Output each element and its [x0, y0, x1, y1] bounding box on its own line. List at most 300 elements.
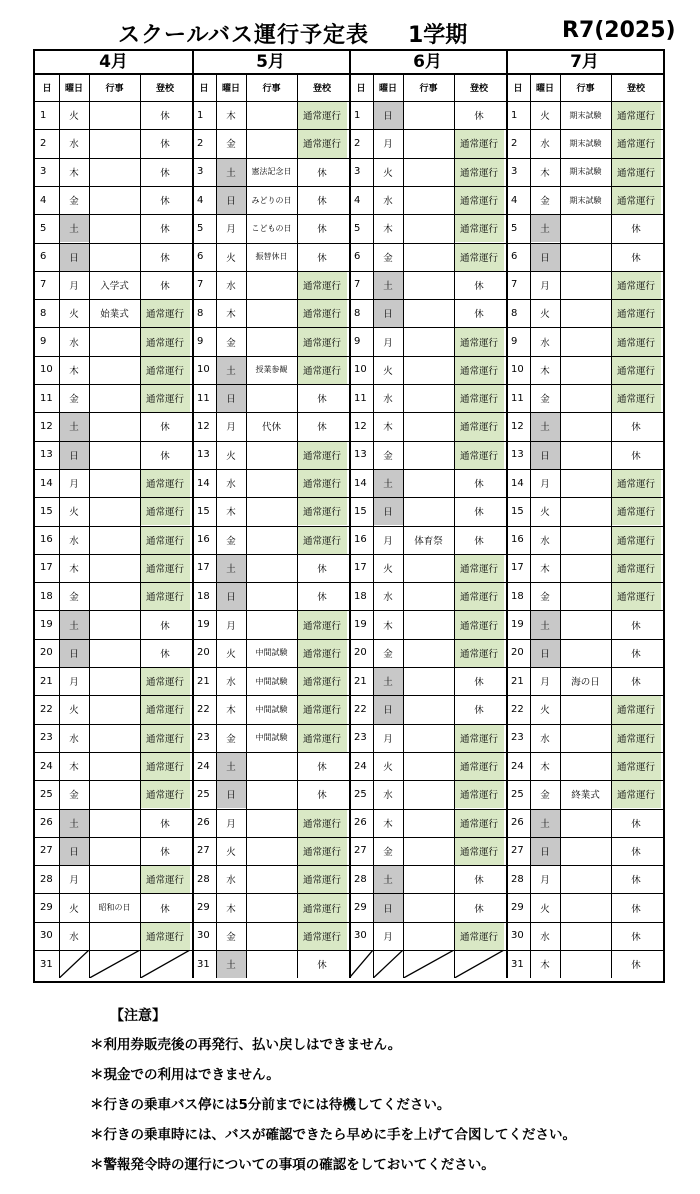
event-cell — [560, 837, 611, 865]
weekday-cell: 土 — [530, 809, 560, 837]
weekday-cell: 木 — [383, 620, 393, 632]
event-cell — [403, 780, 454, 808]
grid-line — [35, 356, 663, 357]
event-cell: 中間試験 — [255, 648, 288, 658]
event-cell — [560, 610, 611, 638]
day-cell: 27 — [197, 845, 210, 857]
event-cell — [560, 412, 611, 440]
grid-line — [35, 695, 663, 696]
grid-line — [35, 554, 663, 555]
service-cell: 通常運行 — [140, 752, 190, 780]
slash-line — [373, 950, 403, 978]
event-cell — [89, 837, 140, 865]
note-item: ＊利用券販売後の再発行、払い戻しはできません。 — [90, 1037, 402, 1053]
weekday-cell: 月 — [69, 677, 79, 689]
event-cell: 中間試験 — [255, 704, 288, 714]
service-cell: 休 — [317, 394, 327, 406]
weekday-cell: 火 — [226, 648, 236, 660]
day-cell: 17 — [354, 562, 367, 574]
event-cell — [560, 469, 611, 497]
column-header-day: 日 — [356, 83, 366, 94]
event-cell — [89, 384, 140, 412]
event-cell — [246, 837, 297, 865]
service-cell: 休 — [631, 846, 641, 858]
weekday-cell: 火 — [226, 252, 236, 264]
event-cell — [246, 327, 297, 355]
event-cell — [560, 809, 611, 837]
service-cell: 休 — [474, 677, 484, 689]
day-cell: 17 — [197, 562, 210, 574]
day-cell: 6 — [197, 251, 204, 263]
weekday-cell: 金 — [383, 450, 393, 462]
event-cell — [403, 243, 454, 271]
page-title — [0, 18, 700, 50]
day-cell: 30 — [197, 930, 210, 942]
day-cell: 9 — [354, 336, 361, 348]
day-cell: 2 — [197, 137, 204, 149]
service-cell: 通常運行 — [454, 837, 504, 865]
weekday-cell: 木 — [226, 705, 236, 717]
day-cell: 26 — [197, 817, 210, 829]
day-cell: 22 — [511, 703, 524, 715]
service-cell: 休 — [631, 931, 641, 943]
day-cell: 9 — [197, 336, 204, 348]
weekday-cell: 火 — [383, 563, 393, 575]
event-cell — [403, 497, 454, 525]
service-cell: 通常運行 — [297, 893, 347, 921]
event-cell — [560, 582, 611, 610]
event-cell — [403, 186, 454, 214]
weekday-cell: 日 — [216, 384, 246, 412]
grid-line — [35, 384, 663, 385]
service-cell: 通常運行 — [454, 441, 504, 469]
weekday-cell: 火 — [383, 762, 393, 774]
day-cell: 1 — [511, 109, 518, 121]
service-cell: 通常運行 — [611, 752, 661, 780]
grid-line — [35, 639, 663, 640]
service-cell: 通常運行 — [297, 639, 347, 667]
day-cell: 11 — [354, 392, 367, 404]
day-cell: 5 — [354, 222, 361, 234]
weekday-cell: 土 — [59, 214, 89, 242]
grid-line — [35, 441, 663, 442]
day-cell: 27 — [40, 845, 53, 857]
title-main: スクールバス運行予定表 — [118, 23, 370, 48]
weekday-cell: 日 — [216, 186, 246, 214]
event-cell — [403, 922, 454, 950]
event-cell — [403, 837, 454, 865]
weekday-cell: 月 — [69, 280, 79, 292]
day-cell: 23 — [40, 732, 53, 744]
event-cell — [560, 243, 611, 271]
service-cell: 通常運行 — [454, 922, 504, 950]
event-cell: 昭和の日 — [98, 903, 131, 913]
weekday-cell: 日 — [373, 299, 403, 327]
grid-line — [35, 271, 663, 272]
event-cell: 期末試験 — [569, 138, 602, 148]
day-cell: 13 — [354, 449, 367, 461]
service-cell: 通常運行 — [611, 158, 661, 186]
weekday-cell: 木 — [226, 507, 236, 519]
weekday-cell: 月 — [226, 620, 236, 632]
service-cell: 通常運行 — [140, 724, 190, 752]
service-cell: 休 — [317, 790, 327, 802]
service-cell: 通常運行 — [297, 695, 347, 723]
weekday-cell: 土 — [59, 412, 89, 440]
day-cell: 21 — [511, 675, 524, 687]
event-cell — [560, 724, 611, 752]
day-cell: 21 — [197, 675, 210, 687]
grid-line — [35, 667, 663, 668]
service-cell: 休 — [474, 309, 484, 321]
column-header-event: 行事 — [262, 83, 281, 94]
event-cell — [246, 384, 297, 412]
grid-line — [35, 243, 663, 244]
day-cell: 12 — [197, 420, 210, 432]
weekday-cell: 金 — [540, 592, 550, 604]
month-title: 4月 — [99, 52, 128, 72]
service-cell: 通常運行 — [454, 582, 504, 610]
weekday-cell: 土 — [373, 271, 403, 299]
service-cell: 通常運行 — [611, 526, 661, 554]
service-cell: 通常運行 — [297, 724, 347, 752]
service-cell: 通常運行 — [297, 837, 347, 865]
event-cell — [403, 129, 454, 157]
service-cell: 休 — [160, 648, 170, 660]
day-cell: 13 — [40, 449, 53, 461]
day-cell: 31 — [511, 958, 524, 970]
grid-line — [35, 101, 663, 102]
day-cell: 20 — [197, 647, 210, 659]
service-cell: 通常運行 — [140, 327, 190, 355]
event-cell — [560, 865, 611, 893]
day-cell: 12 — [511, 420, 524, 432]
weekday-cell: 月 — [540, 479, 550, 491]
event-cell — [403, 356, 454, 384]
day-cell: 13 — [511, 449, 524, 461]
empty-day-slash — [59, 950, 89, 978]
event-cell — [89, 356, 140, 384]
event-cell — [403, 752, 454, 780]
event-cell — [246, 101, 297, 129]
grid-line — [35, 299, 663, 300]
event-cell: 期末試験 — [569, 195, 602, 205]
grid-line — [35, 780, 663, 781]
schedule-table — [33, 49, 665, 983]
weekday-cell: 水 — [383, 592, 393, 604]
day-cell: 8 — [40, 307, 47, 319]
day-cell: 25 — [197, 788, 210, 800]
service-cell: 通常運行 — [611, 497, 661, 525]
grid-line — [35, 809, 663, 810]
column-header-weekday: 曜日 — [64, 83, 83, 94]
day-cell: 24 — [511, 760, 524, 772]
event-cell — [89, 554, 140, 582]
empty-day-slash — [373, 950, 403, 978]
service-cell: 通常運行 — [297, 922, 347, 950]
day-cell: 29 — [354, 902, 367, 914]
weekday-cell: 火 — [226, 846, 236, 858]
day-cell: 19 — [511, 619, 524, 631]
empty-day-slash — [140, 950, 190, 978]
service-cell: 通常運行 — [611, 724, 661, 752]
service-cell: 休 — [474, 903, 484, 915]
service-cell: 通常運行 — [297, 327, 347, 355]
weekday-cell: 金 — [540, 196, 550, 208]
day-cell: 17 — [511, 562, 524, 574]
weekday-cell: 金 — [226, 931, 236, 943]
day-cell: 6 — [354, 251, 361, 263]
weekday-cell: 日 — [216, 582, 246, 610]
column-header-weekday: 曜日 — [535, 83, 554, 94]
service-cell: 休 — [160, 196, 170, 208]
weekday-cell: 土 — [530, 214, 560, 242]
event-cell — [89, 865, 140, 893]
weekday-cell: 火 — [69, 705, 79, 717]
day-cell: 3 — [40, 166, 47, 178]
event-cell — [403, 724, 454, 752]
event-cell — [89, 186, 140, 214]
event-cell: 入学式 — [100, 280, 129, 292]
service-cell: 通常運行 — [611, 327, 661, 355]
weekday-cell: 木 — [540, 563, 550, 575]
day-cell: 10 — [511, 364, 524, 376]
event-cell — [403, 667, 454, 695]
service-cell: 休 — [474, 535, 484, 547]
day-cell: 29 — [197, 902, 210, 914]
weekday-cell: 金 — [383, 846, 393, 858]
weekday-cell: 木 — [226, 309, 236, 321]
weekday-cell: 火 — [540, 507, 550, 519]
column-header-day: 日 — [513, 83, 523, 94]
service-cell: 通常運行 — [297, 497, 347, 525]
day-cell: 28 — [354, 873, 367, 885]
service-cell: 休 — [317, 196, 327, 208]
event-cell — [89, 243, 140, 271]
title-year: R7(2025) — [562, 18, 676, 43]
day-cell: 2 — [511, 137, 518, 149]
column-header-day: 日 — [42, 83, 52, 94]
service-cell: 通常運行 — [297, 526, 347, 554]
service-cell: 通常運行 — [454, 327, 504, 355]
event-cell — [89, 610, 140, 638]
day-cell: 18 — [511, 590, 524, 602]
day-cell: 9 — [511, 336, 518, 348]
service-cell: 休 — [160, 450, 170, 462]
weekday-cell: 土 — [216, 554, 246, 582]
weekday-cell: 水 — [69, 931, 79, 943]
day-cell: 7 — [354, 279, 361, 291]
weekday-cell: 月 — [226, 818, 236, 830]
weekday-cell: 火 — [69, 111, 79, 123]
day-cell: 6 — [40, 251, 47, 263]
day-cell: 13 — [197, 449, 210, 461]
service-cell: 休 — [631, 224, 641, 236]
day-cell: 3 — [197, 166, 204, 178]
weekday-cell: 水 — [69, 337, 79, 349]
event-cell — [246, 271, 297, 299]
weekday-cell: 金 — [540, 394, 550, 406]
event-cell — [89, 724, 140, 752]
day-cell: 5 — [197, 222, 204, 234]
grid-line — [35, 186, 663, 187]
weekday-cell: 木 — [540, 365, 550, 377]
service-cell: 通常運行 — [454, 243, 504, 271]
event-cell — [560, 327, 611, 355]
weekday-cell: 日 — [530, 639, 560, 667]
service-cell: 通常運行 — [140, 356, 190, 384]
day-cell: 25 — [354, 788, 367, 800]
weekday-cell: 日 — [373, 101, 403, 129]
event-cell — [246, 582, 297, 610]
note-item: ＊行きの乗車バス停には5分前までには待機してください。 — [90, 1097, 451, 1113]
grid-line — [35, 158, 663, 159]
weekday-cell: 月 — [383, 535, 393, 547]
day-cell: 31 — [197, 958, 210, 970]
event-cell: 始業式 — [100, 309, 129, 321]
day-cell: 3 — [354, 166, 361, 178]
day-cell: 10 — [354, 364, 367, 376]
month-title: 6月 — [413, 52, 442, 72]
weekday-cell: 水 — [540, 733, 550, 745]
day-cell: 15 — [511, 505, 524, 517]
weekday-cell: 月 — [383, 139, 393, 151]
day-cell: 1 — [197, 109, 204, 121]
day-cell: 4 — [40, 194, 47, 206]
event-cell — [246, 497, 297, 525]
day-cell: 15 — [40, 505, 53, 517]
weekday-cell: 土 — [216, 752, 246, 780]
weekday-cell: 日 — [59, 837, 89, 865]
event-cell — [560, 950, 611, 978]
service-cell: 休 — [474, 705, 484, 717]
service-cell: 休 — [631, 903, 641, 915]
weekday-cell: 火 — [540, 705, 550, 717]
day-cell: 11 — [40, 392, 53, 404]
weekday-cell: 木 — [383, 422, 393, 434]
event-cell — [89, 809, 140, 837]
event-cell — [246, 526, 297, 554]
weekday-cell: 水 — [226, 875, 236, 887]
grid-line — [35, 214, 663, 215]
day-cell: 24 — [354, 760, 367, 772]
month-title: 7月 — [570, 52, 599, 72]
event-cell — [89, 639, 140, 667]
day-cell: 30 — [354, 930, 367, 942]
service-cell: 通常運行 — [454, 384, 504, 412]
weekday-cell: 火 — [540, 111, 550, 123]
day-cell: 24 — [197, 760, 210, 772]
event-cell — [560, 441, 611, 469]
event-cell — [403, 695, 454, 723]
day-cell: 9 — [40, 336, 47, 348]
weekday-cell: 金 — [226, 535, 236, 547]
event-cell — [560, 497, 611, 525]
weekday-cell: 火 — [69, 903, 79, 915]
event-cell — [403, 271, 454, 299]
empty-day-slash — [89, 950, 140, 978]
event-cell — [560, 526, 611, 554]
event-cell: 中間試験 — [255, 733, 288, 743]
service-cell: 休 — [160, 846, 170, 858]
event-cell — [246, 469, 297, 497]
day-cell: 16 — [511, 534, 524, 546]
grid-line — [35, 73, 663, 75]
weekday-cell: 水 — [540, 535, 550, 547]
service-cell: 通常運行 — [454, 214, 504, 242]
weekday-cell: 月 — [383, 733, 393, 745]
event-cell — [403, 469, 454, 497]
day-cell: 29 — [511, 902, 524, 914]
day-cell: 16 — [354, 534, 367, 546]
service-cell: 休 — [631, 252, 641, 264]
event-cell: こどもの日 — [251, 223, 292, 233]
weekday-cell: 土 — [373, 469, 403, 497]
weekday-cell: 金 — [69, 196, 79, 208]
service-cell: 休 — [317, 252, 327, 264]
service-cell: 通常運行 — [140, 695, 190, 723]
day-cell: 15 — [354, 505, 367, 517]
service-cell: 休 — [160, 903, 170, 915]
event-cell — [89, 526, 140, 554]
day-cell: 12 — [40, 420, 53, 432]
event-cell — [89, 214, 140, 242]
service-cell: 休 — [317, 167, 327, 179]
service-cell: 休 — [474, 507, 484, 519]
service-cell: 休 — [160, 167, 170, 179]
service-cell: 通常運行 — [611, 582, 661, 610]
service-cell: 通常運行 — [454, 554, 504, 582]
service-cell: 通常運行 — [297, 271, 347, 299]
weekday-cell: 金 — [383, 252, 393, 264]
service-cell: 通常運行 — [297, 101, 347, 129]
weekday-cell: 日 — [59, 441, 89, 469]
weekday-cell: 日 — [59, 243, 89, 271]
service-cell: 通常運行 — [454, 412, 504, 440]
day-cell: 30 — [511, 930, 524, 942]
weekday-cell: 水 — [226, 677, 236, 689]
event-cell: 代休 — [261, 422, 281, 434]
service-cell: 休 — [317, 224, 327, 236]
day-cell: 8 — [354, 307, 361, 319]
weekday-cell: 土 — [530, 610, 560, 638]
event-cell — [246, 299, 297, 327]
service-cell: 休 — [317, 422, 327, 434]
event-cell — [403, 865, 454, 893]
service-cell: 通常運行 — [611, 271, 661, 299]
service-cell: 通常運行 — [454, 639, 504, 667]
day-cell: 4 — [511, 194, 518, 206]
event-cell: 中間試験 — [255, 676, 288, 686]
service-cell: 通常運行 — [454, 724, 504, 752]
grid-line — [35, 129, 663, 130]
day-cell: 29 — [40, 902, 53, 914]
note-item: ＊現金での利用はできません。 — [90, 1067, 280, 1083]
event-cell — [89, 158, 140, 186]
event-cell — [246, 893, 297, 921]
service-cell: 通常運行 — [297, 356, 347, 384]
day-cell: 11 — [197, 392, 210, 404]
service-cell: 休 — [474, 479, 484, 491]
service-cell: 通常運行 — [611, 356, 661, 384]
event-cell — [560, 893, 611, 921]
slash-line — [454, 950, 504, 978]
event-cell — [89, 922, 140, 950]
day-cell: 26 — [354, 817, 367, 829]
weekday-cell: 日 — [530, 243, 560, 271]
service-cell: 通常運行 — [140, 497, 190, 525]
service-cell: 通常運行 — [454, 158, 504, 186]
